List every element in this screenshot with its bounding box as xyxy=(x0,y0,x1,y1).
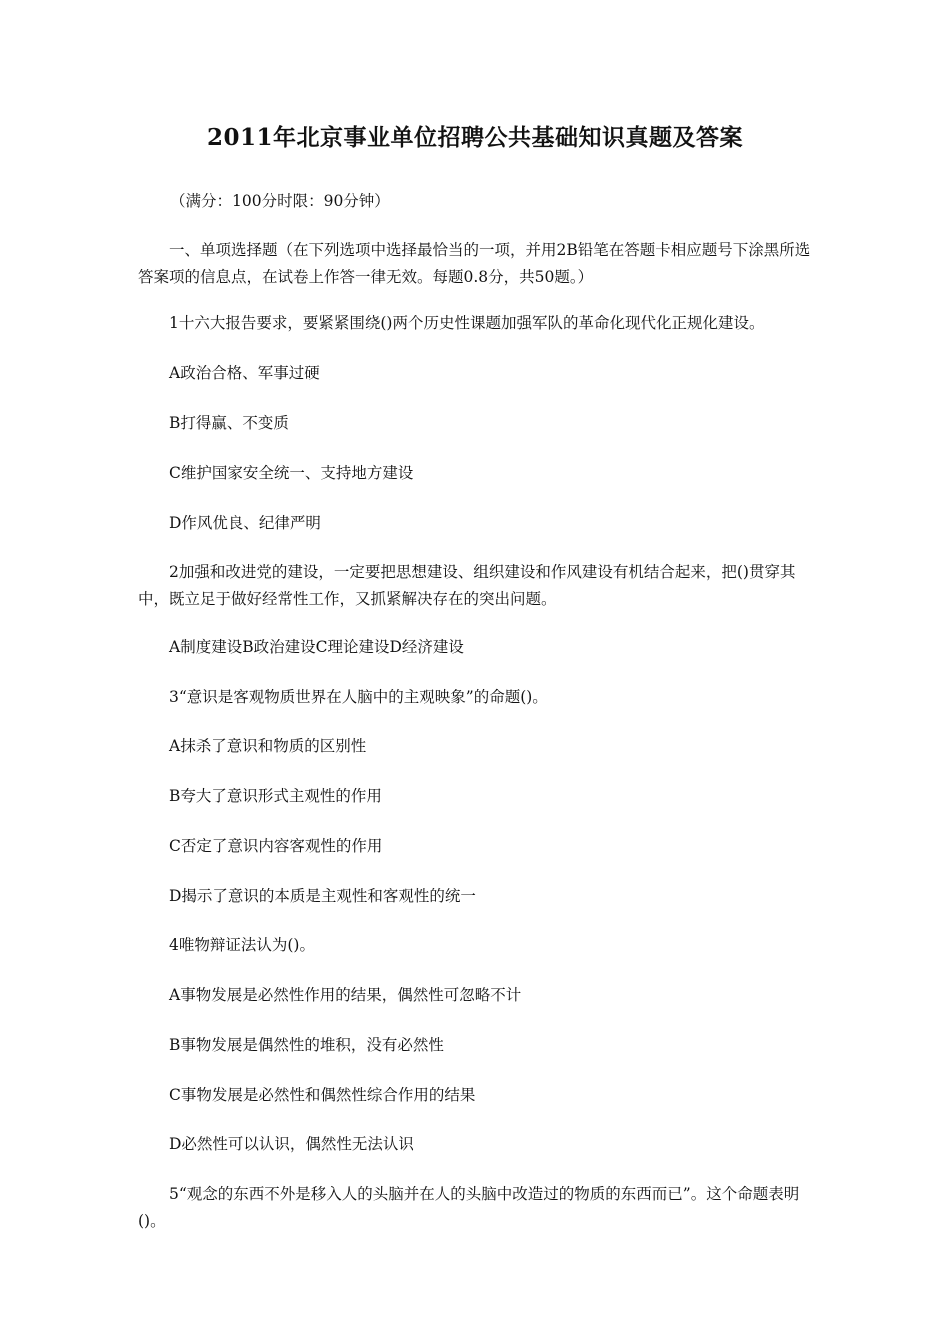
question-stem: 3“意识是客观物质世界在人脑中的主观映象”的命题()。 xyxy=(169,688,548,706)
question-stem: 2加强和改进党的建设，一定要把思想建设、组织建设和作风建设有机结合起来，把()贯穿其中，既立足于做好经常性工作，又抓紧解决存在的突出问题。 xyxy=(138,563,796,608)
question-stem: 5“观念的东西不外是移入人的头脑并在人的头脑中改造过的物质的东西而已”。这个命题表明()。 xyxy=(138,1185,800,1230)
question-option: C否定了意识内容客观性的作用 xyxy=(169,837,383,855)
question-option: C维护国家安全统一、支持地方建设 xyxy=(169,464,414,482)
score-info: （满分：100分时限：90分钟） xyxy=(170,192,390,210)
question-option: D必然性可以认识，偶然性无法认识 xyxy=(169,1135,414,1153)
question-option: B打得赢、不变质 xyxy=(169,414,289,432)
question-option: B事物发展是偶然性的堆积，没有必然性 xyxy=(169,1036,444,1054)
section-heading: 一、单项选择题（在下列选项中选择最恰当的一项，并用2B铅笔在答题卡相应题号下涂黑所选答案项的信息点，在试卷上作答一律无效。每题0.8分，共50题。） xyxy=(138,241,811,286)
question-option: C事物发展是必然性和偶然性综合作用的结果 xyxy=(169,1086,476,1104)
document-title: 2011年北京事业单位招聘公共基础知识真题及答案 xyxy=(206,124,743,151)
question-option: A事物发展是必然性作用的结果，偶然性可忽略不计 xyxy=(169,986,522,1004)
question-option: A政治合格、军事过硬 xyxy=(169,364,320,382)
question-option: D揭示了意识的本质是主观性和客观性的统一 xyxy=(169,887,476,905)
question-stem: 1十六大报告要求，要紧紧围绕()两个历史性课题加强军队的革命化现代化正规化建设。 xyxy=(169,314,765,332)
question-option: A抹杀了意识和物质的区别性 xyxy=(169,737,367,755)
question-option: B夸大了意识形式主观性的作用 xyxy=(169,787,382,805)
question-option: D作风优良、纪律严明 xyxy=(169,514,321,532)
question-option: A制度建设B政治建设C理论建设D经济建设 xyxy=(169,638,464,656)
question-stem: 4唯物辩证法认为()。 xyxy=(169,936,315,954)
